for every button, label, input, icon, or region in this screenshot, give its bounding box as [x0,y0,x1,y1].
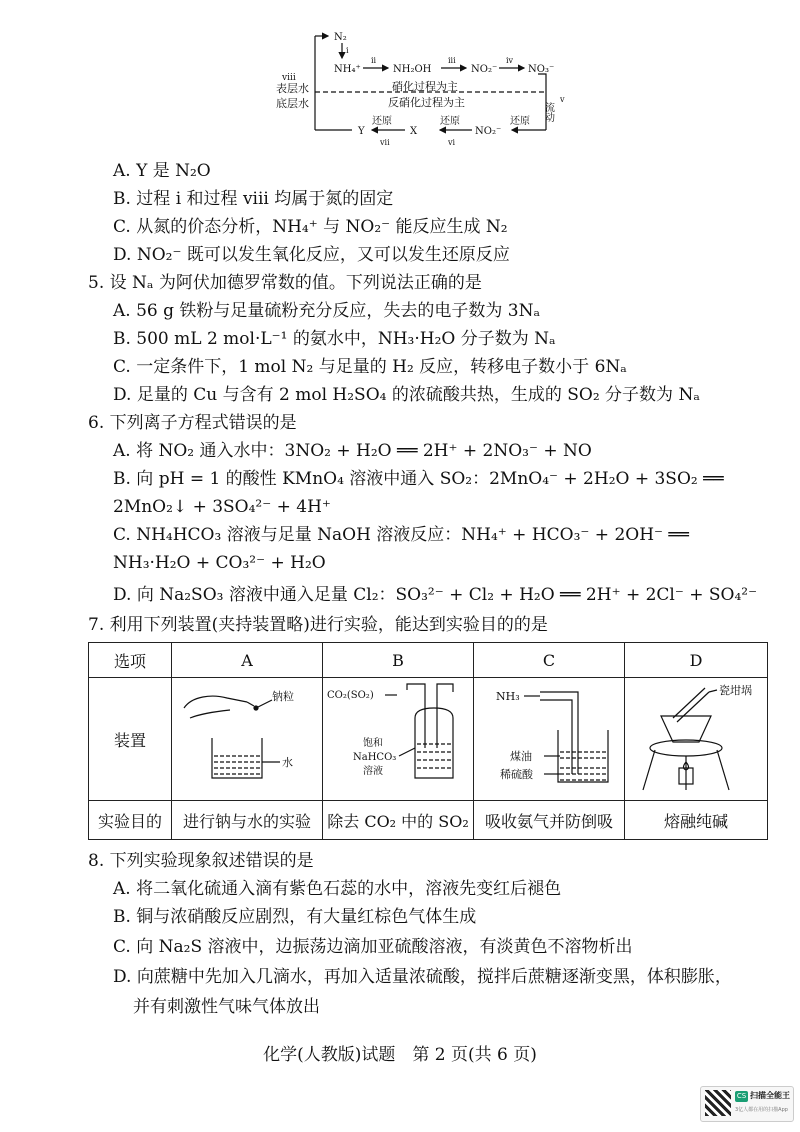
apparatus-d-figure [625,678,767,796]
apparatus-b-figure [323,678,473,796]
goal-row-label: 实验目的 [89,801,172,840]
table-header-cell: A [172,643,323,678]
q8-option-d-line1: D. 向蔗糖中先加入几滴水，再加入适量浓硫酸，搅拌后蔗糖逐渐变黑，体积膨胀， [113,967,732,987]
saturated-label-1: 饱和 [363,738,383,749]
step-iv-label: iv [506,56,514,65]
dilute-acid-label: 稀硫酸 [500,768,533,781]
apparatus-c [474,678,625,801]
flow-label: 流动 [542,102,554,122]
goal-d: 熔融纯碱 [625,801,768,840]
step-iii-label: iii [448,56,456,65]
q6-option-c-line1: C. NH₄HCO₃ 溶液与足量 NaOH 溶液反应：NH₄⁺ + HCO₃⁻ + 2OH⁻ ══ [113,525,689,545]
no3-label: NO₃⁻ [528,64,555,75]
scanner-badge [700,1086,794,1122]
qr-code-icon [705,1090,731,1116]
goal-b: 除去 CO₂ 中的 SO₂ [323,801,474,840]
step-ii-label: ii [371,56,377,65]
crucible-label: 瓷坩埚 [719,684,752,697]
apparatus-c-figure [474,678,624,796]
apparatus-b [323,678,474,801]
sodium-label: 钠粒 [272,690,294,703]
q6-option-b-line1: B. 向 pH = 1 的酸性 KMnO₄ 溶液中通入 SO₂：2MnO₄⁻ + 2H₂O + 3SO₂ ══ [113,469,724,489]
step-viii-label: viii [282,73,296,83]
q6-option-a: A. 将 NO₂ 通入水中：3NO₂ + H₂O ══ 2H⁺ + 2NO₃⁻ + NO [113,441,592,461]
saturated-label-2: NaHCO₃ [353,752,397,763]
q6-stem: 6. 下列离子方程式错误的是 [88,413,297,433]
nh4-label: NH₄⁺ [334,64,361,75]
apparatus-a [172,678,323,801]
water-label: 水 [282,756,293,769]
q7-stem: 7. 利用下列装置(夹持装置略)进行实验，能达到实验目的的是 [88,615,548,635]
gas-b-label: CO₂(SO₂) [327,690,374,701]
q8-stem: 8. 下列实验现象叙述错误的是 [88,851,314,871]
step-i-label: i [346,46,349,55]
table-header-cell: 选项 [89,643,172,678]
no2-bottom-label: NO₂⁻ [475,126,502,137]
table-header-cell: C [474,643,625,678]
step-vii-label: vii [380,138,390,147]
q4-option-d: D. NO₂⁻ 既可以发生氧化反应，又可以发生还原反应 [113,245,510,265]
n2-label: N₂ [334,32,347,43]
q6-option-d: D. 向 Na₂SO₃ 溶液中通入足量 Cl₂：SO₃²⁻ + Cl₂ + H₂O ══ 2H⁺ + 2Cl⁻ + SO₄²⁻ [113,585,758,605]
scanner-title: 扫描全能王 [750,1091,790,1100]
saturated-label-3: 溶液 [363,766,383,777]
q5-option-b: B. 500 mL 2 mol·L⁻¹ 的氨水中，NH₃·H₂O 分子数为 Nₐ [113,329,556,349]
experiment-table [88,642,768,840]
nitrogen-cycle-diagram [270,30,570,150]
x-label: X [410,126,418,137]
q6-option-c-line2: NH₃·H₂O + CO₃²⁻ + H₂O [113,553,326,573]
q8-option-c: C. 向 Na₂S 溶液中，边振荡边滴加亚硫酸溶液，有淡黄色不溶物析出 [113,937,633,957]
table-header-cell: D [625,643,768,678]
kerosene-label: 煤油 [510,750,532,763]
device-row-label: 装置 [89,678,172,801]
nh3-label: NH₃ [496,690,520,703]
table-header-cell: B [323,643,474,678]
y-label: Y [358,126,365,137]
reduce-3-label: 还原 [510,116,530,127]
step-vi-label: vi [448,138,456,147]
surface-water-label: 表层水 [276,82,309,95]
q6-option-b-line2: 2MnO₂↓ + 3SO₄²⁻ + 4H⁺ [113,497,331,517]
q8-option-d-line2: 并有刺激性气味气体放出 [133,997,320,1017]
step-v-label: v [560,95,565,104]
q8-option-b: B. 铜与浓硝酸反应剧烈，有大量红棕色气体生成 [113,907,477,927]
apparatus-a-figure [172,678,322,796]
q5-option-a: A. 56 g 铁粉与足量硫粉充分反应，失去的电子数为 3Nₐ [113,301,541,321]
q5-stem: 5. 设 Nₐ 为阿伏加德罗常数的值。下列说法正确的是 [88,273,482,293]
q5-option-c: C. 一定条件下，1 mol N₂ 与足量的 H₂ 反应，转移电子数小于 6Nₐ [113,357,627,377]
q4-option-b: B. 过程 i 和过程 viii 均属于氮的固定 [113,189,394,209]
nitrification-label: 硝化过程为主 [392,80,458,93]
bottom-water-label: 底层水 [276,97,309,110]
reduce-1-label: 还原 [372,116,392,127]
goal-a: 进行钠与水的实验 [172,801,323,840]
reduce-2-label: 还原 [440,116,460,127]
q8-option-a: A. 将二氧化硫通入滴有紫色石蕊的水中，溶液先变红后褪色 [113,879,562,899]
apparatus-d [625,678,768,801]
page-footer: 化学(人教版)试题 第 2 页(共 6 页) [263,1045,537,1065]
no2-top-label: NO₂⁻ [471,64,498,75]
goal-c: 吸收氨气并防倒吸 [474,801,625,840]
scanner-subtitle: 3亿人都在用的扫描App [735,1107,788,1113]
q5-option-d: D. 足量的 Cu 与含有 2 mol H₂SO₄ 的浓硫酸共热，生成的 SO₂ 分子数为 Nₐ [113,385,700,405]
q4-option-a: A. Y 是 N₂O [113,161,211,181]
scanner-logo: CS [736,1092,747,1100]
q4-option-c: C. 从氮的价态分析，NH₄⁺ 与 NO₂⁻ 能反应生成 N₂ [113,217,508,237]
denitrification-label: 反硝化过程为主 [388,96,465,109]
nh2oh-label: NH₂OH [393,64,432,75]
